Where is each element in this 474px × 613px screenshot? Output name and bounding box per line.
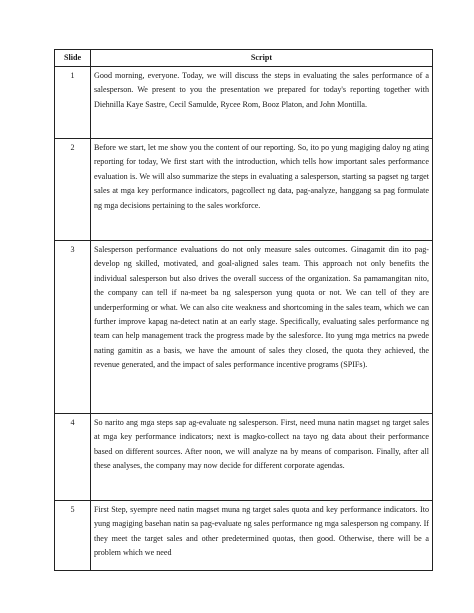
table-header-row xyxy=(55,50,433,67)
slide-number: 3 xyxy=(55,241,91,414)
slide-number: 5 xyxy=(55,501,91,571)
header-script: Script xyxy=(91,50,433,67)
slide-number: 2 xyxy=(55,139,91,241)
script-cell: Before we start, let me show you the content of our reporting. So, ito po yung magiging daloy ng ating reporting for today, We first start with the introduction, which tells how important sales performance evaluation is. We will also summarize the steps in evaluating a salesperson, starting sa pagset ng target sales at mga key performance indicators, pagcollect ng data, pag-analyze, hanggang sa pag formulate ng mga decisions pertaining to the sales workforce. xyxy=(91,139,433,241)
script-cell: Good morning, everyone. Today, we will discuss the steps in evaluating the sales performance of a salesperson. We present to you the presentation we prepared for today's reporting together with Diehnilla Kaye Sastre, Cecil Samulde, Rycee Rom, Booz Platon, and John Montilla. xyxy=(91,67,433,139)
script-cell: So narito ang mga steps sap ag-evaluate ng salesperson. First, need muna natin magset ng target sales at mga key performance indicators; next is magko-collect na tayo ng data about their performance based on different sources. After noon, we will analyze na by means of comparison. Finally, after all these analyses, the company may now decide for different corporate agendas. xyxy=(91,414,433,501)
script-cell: Salesperson performance evaluations do not only measure sales outcomes. Ginagamit din ito pag-develop ng skilled, motivated, and goal-aligned sales team. This approach not only benefits the individual salesperson but also drives the overall success of the organization. Sa pamamangitan nito, the company can tell if na-meet ba ng salesperson yung quota or not. We can tell of they are underperforming or what. We can also cite weakness and shortcoming in the sales team, which we can further improve kapag na-detect natin at an early stage. Specifically, evaluating sales performance ng team can help management track the progress made by the salesforce. Ito yung mga metrics na pwede nating gamitin as a basis, we have the amount of sales they closed, the quota they achieved, the revenue generated, and the impact of sales performance incentive programs (SPIFs). xyxy=(91,241,433,414)
script-cell: First Step, syempre need natin magset muna ng target sales quota and key performance indicators. Ito yung magiging basehan natin sa pag-evaluate ng sales performance ng mga salesperson ng company. If they meet the target sales and other predetermined quotas, then good. Otherwise, there will be a problem which we need xyxy=(91,501,433,571)
slide-number: 4 xyxy=(55,414,91,501)
table-row xyxy=(55,241,433,414)
header-slide: Slide xyxy=(55,50,91,67)
script-table xyxy=(54,49,433,571)
table-row xyxy=(55,501,433,571)
table-row xyxy=(55,139,433,241)
table-row xyxy=(55,414,433,501)
table-row xyxy=(55,67,433,139)
slide-number: 1 xyxy=(55,67,91,139)
